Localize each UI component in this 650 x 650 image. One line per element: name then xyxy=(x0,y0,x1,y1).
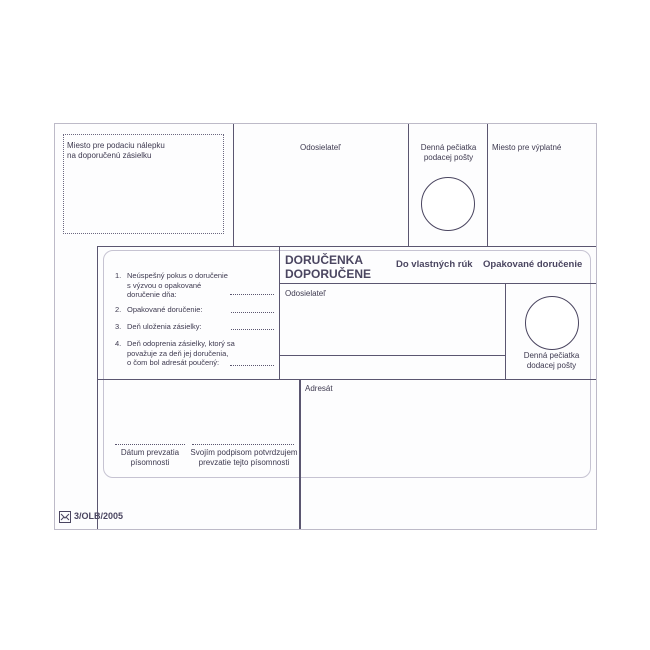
form-code: 3/OLB/2005 xyxy=(74,511,124,521)
posting-stamp-label: Denná pečiatka podacej pošty xyxy=(420,143,477,162)
slip-sender-bottom xyxy=(279,355,505,356)
item-1-dotted-line[interactable] xyxy=(230,294,274,295)
placeholder-label: Miesto pre podaciu nálepku na doporučenú zásielku xyxy=(67,141,165,160)
item-3-dotted-line[interactable] xyxy=(231,329,274,330)
slip-top-border xyxy=(97,246,596,247)
delivery-notes-list xyxy=(115,271,285,371)
top-divider-2 xyxy=(408,124,409,246)
slip-stamp-divider xyxy=(505,283,506,379)
slip-list-divider xyxy=(279,246,280,379)
slip-left-border xyxy=(97,246,98,529)
option-own-hands: Do vlastných rúk xyxy=(396,259,473,270)
signature-label: Svojím podpisom potvrdzujem prevzatie tejto písomnosti xyxy=(190,448,298,467)
slip-header-divider xyxy=(279,283,596,284)
top-sender-label: Odosielateľ xyxy=(300,143,341,152)
payment-label: Miesto pre výplatné xyxy=(492,143,562,152)
postal-logo-icon xyxy=(59,510,71,522)
date-received-label: Dátum prevzatia písomnosti xyxy=(120,448,180,467)
delivery-receipt-form xyxy=(54,123,597,530)
item-1-number: 1. xyxy=(115,271,122,280)
slip-lower-divider xyxy=(97,379,596,380)
item-4-dotted-line[interactable] xyxy=(230,365,274,366)
item-2-text: Opakované doručenie: xyxy=(127,305,203,314)
item-3-text: Deň uloženia zásielky: xyxy=(127,322,202,331)
delivery-stamp-label: Denná pečiatka dodacej pošty xyxy=(523,351,580,370)
item-2-number: 2. xyxy=(115,305,122,314)
date-dotted-line[interactable] xyxy=(115,444,185,445)
item-1-text: Neúspešný pokus o doručenie s výzvou o opakované doručenie dňa: xyxy=(127,271,228,300)
receipt-title-line-1: DORUČENKA xyxy=(285,253,363,267)
item-2-dotted-line[interactable] xyxy=(231,312,274,313)
slip-sender-label: Odosielateľ xyxy=(285,289,326,298)
item-4-text: Deň odoprenia zásielky, ktorý sa považuje za deň jej doručenia, o čom bol adresát poučený: xyxy=(127,339,235,368)
addressee-label: Adresát xyxy=(305,384,333,393)
option-repeated-delivery: Opakované doručenie xyxy=(483,259,583,270)
receipt-title-line-2: DOPORUČENE xyxy=(285,267,372,281)
top-divider-1 xyxy=(233,124,234,246)
signature-dotted-line[interactable] xyxy=(192,444,294,445)
item-4-number: 4. xyxy=(115,339,122,348)
delivery-stamp-circle xyxy=(525,296,579,350)
top-divider-3 xyxy=(487,124,488,246)
item-3-number: 3. xyxy=(115,322,122,331)
posting-stamp-circle xyxy=(421,177,475,231)
